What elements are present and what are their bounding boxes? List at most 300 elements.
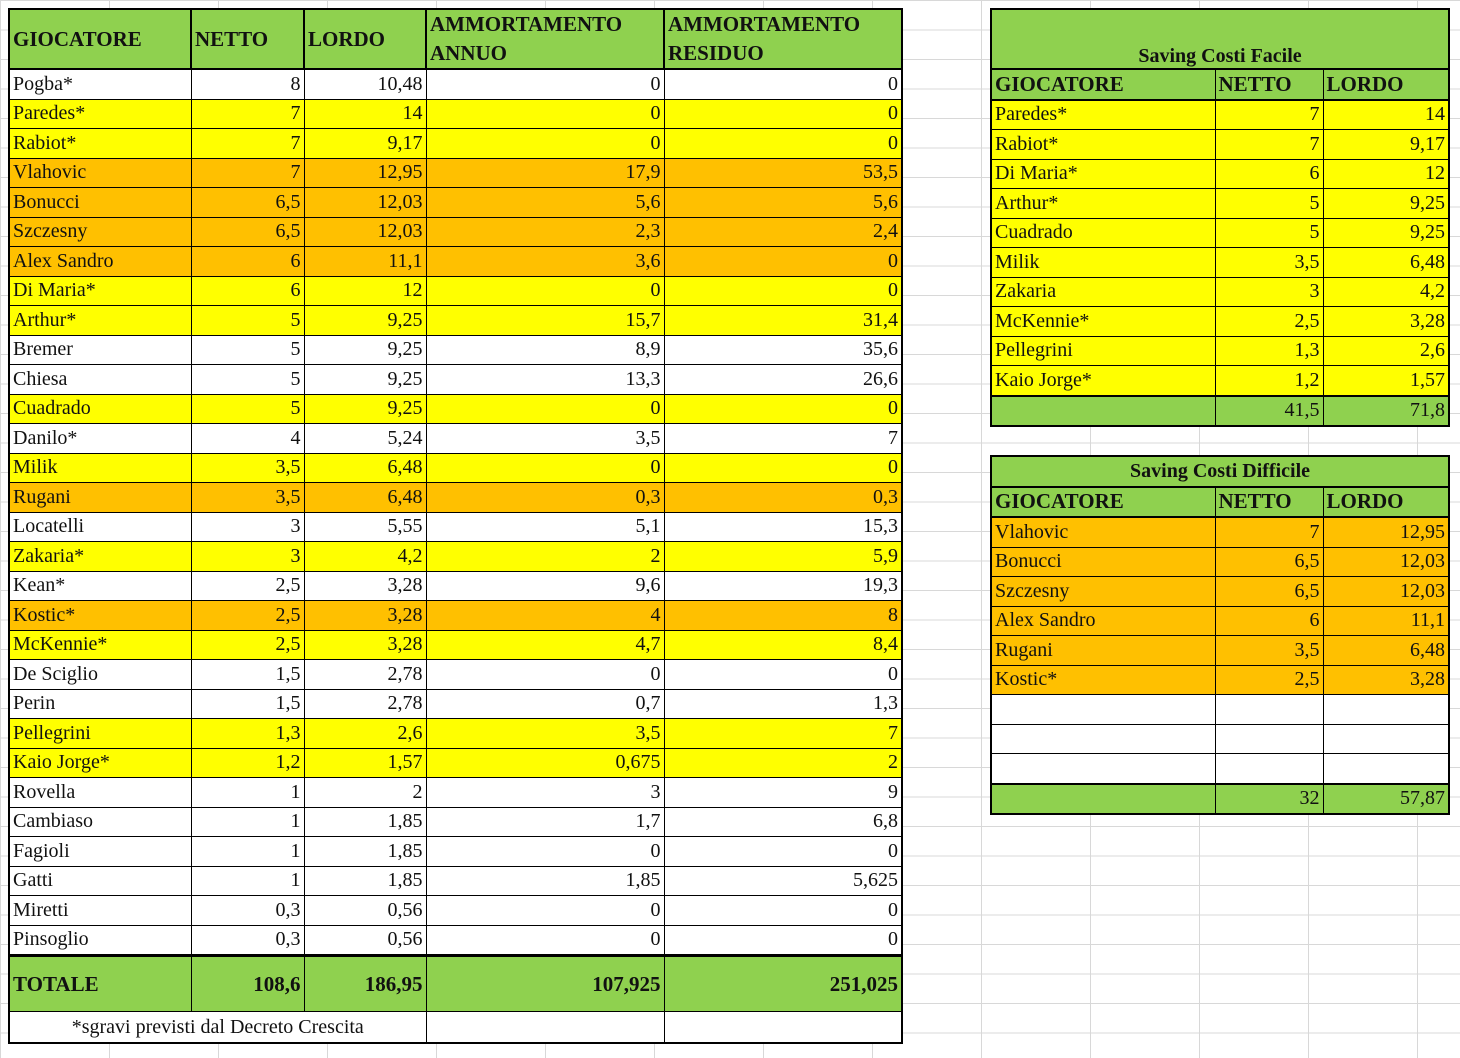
table-row [9,571,902,601]
cell-giocatore[interactable]: Di Maria* [991,159,1215,189]
facile-header-lordo[interactable]: LORDO [1323,69,1449,100]
table-row [9,660,902,690]
table-row [9,365,902,395]
cell-giocatore[interactable]: Cuadrado [9,394,191,424]
table-row [9,719,902,749]
cell-ammortamento-residuo[interactable]: 26,6 [664,365,902,395]
table-row [9,69,902,99]
cell-netto[interactable]: 7 [191,158,304,188]
cell-netto[interactable]: 7 [191,129,304,159]
table-row [9,542,902,572]
table-row [9,866,902,896]
cell-ammortamento-residuo[interactable]: 1,3 [664,689,902,719]
cell-giocatore[interactable]: McKennie* [9,630,191,660]
cell-giocatore[interactable]: Di Maria* [9,276,191,306]
cell-giocatore[interactable]: Kostic* [991,665,1215,695]
total-row [9,956,902,1012]
cell-ammortamento-annuo[interactable]: 0,675 [426,748,664,778]
cell-ammortamento-annuo[interactable]: 0,3 [426,483,664,513]
cell-lordo[interactable]: 1,85 [304,866,426,896]
cell-netto[interactable]: 5 [191,394,304,424]
cell-netto[interactable]: 5 [191,335,304,365]
cell-netto[interactable]: 8 [191,69,304,99]
note-row [9,1012,902,1044]
cell-netto[interactable] [1215,754,1323,784]
cell-lordo[interactable]: 3,28 [304,571,426,601]
facile-header-row [991,69,1449,100]
facile-header-giocatore[interactable]: GIOCATORE [991,69,1215,100]
table-row [991,336,1449,366]
cell-netto[interactable]: 2,5 [191,571,304,601]
cell-giocatore[interactable] [991,695,1215,725]
table-row [991,636,1449,666]
cell-lordo[interactable]: 1,85 [304,837,426,867]
cell-ammortamento-annuo[interactable]: 0 [426,394,664,424]
cell-giocatore[interactable]: Alex Sandro [9,247,191,277]
cell-netto[interactable]: 0,3 [191,896,304,926]
cell-ammortamento-residuo[interactable]: 0,3 [664,483,902,513]
cell-ammortamento-residuo[interactable]: 0 [664,247,902,277]
cell-giocatore[interactable]: Fagioli [9,837,191,867]
facile-header-netto[interactable]: NETTO [1215,69,1323,100]
total-netto[interactable]: 32 [1215,784,1323,815]
cell-netto[interactable]: 3 [191,512,304,542]
cell-ammortamento-annuo[interactable]: 1,7 [426,807,664,837]
table-row [9,630,902,660]
table-row [991,189,1449,219]
cell-netto[interactable]: 1,3 [1215,336,1323,366]
cell-lordo[interactable]: 6,48 [304,453,426,483]
table-row [991,547,1449,577]
cell-ammortamento-residuo[interactable]: 8,4 [664,630,902,660]
cell-giocatore[interactable]: Zakaria* [9,542,191,572]
cell-lordo[interactable]: 1,85 [304,807,426,837]
main-salary-table [8,8,903,1044]
cell-lordo[interactable]: 14 [304,99,426,129]
cell-giocatore[interactable]: Rugani [991,636,1215,666]
cell-giocatore[interactable]: Szczesny [9,217,191,247]
cell-giocatore[interactable]: Pinsoglio [9,925,191,956]
table-row [991,159,1449,189]
cell-ammortamento-residuo[interactable]: 2 [664,748,902,778]
header-ammortamento-residuo[interactable] [664,9,902,69]
header-ammortamento-residuo-line2: RESIDUO [668,41,764,65]
facile-title-row [991,9,1449,69]
table-row [9,837,902,867]
cell-netto[interactable]: 3,5 [1215,636,1323,666]
table-row [9,689,902,719]
cell-netto[interactable]: 6,5 [1215,577,1323,607]
cell-ammortamento-annuo[interactable]: 0 [426,99,664,129]
empty-cell[interactable] [991,784,1215,815]
cell-ammortamento-annuo[interactable]: 4 [426,601,664,631]
total-netto[interactable]: 41,5 [1215,396,1323,427]
cell-netto[interactable]: 6,5 [191,217,304,247]
cell-lordo[interactable] [1323,724,1449,754]
header-giocatore[interactable]: GIOCATORE [9,9,191,69]
table-row [9,512,902,542]
cell-ammortamento-residuo[interactable]: 0 [664,69,902,99]
cell-lordo[interactable]: 9,25 [304,394,426,424]
cell-lordo[interactable]: 0,56 [304,896,426,926]
cell-giocatore[interactable] [991,754,1215,784]
difficile-title[interactable]: Saving Costi Difficile [991,456,1449,487]
cell-lordo[interactable]: 9,25 [304,365,426,395]
cell-netto[interactable]: 7 [1215,130,1323,160]
table-row [9,335,902,365]
cell-netto[interactable]: 7 [1215,517,1323,547]
cell-lordo[interactable]: 2,6 [304,719,426,749]
cell-lordo[interactable]: 12,03 [304,217,426,247]
table-row [991,100,1449,130]
difficile-table-body [991,456,1449,814]
table-row [991,577,1449,607]
cell-lordo[interactable]: 6,48 [304,483,426,513]
cell-lordo[interactable]: 0,56 [304,925,426,956]
cell-ammortamento-residuo[interactable]: 15,3 [664,512,902,542]
cell-netto[interactable]: 2,5 [1215,307,1323,337]
table-row [9,99,902,129]
cell-ammortamento-residuo[interactable]: 7 [664,719,902,749]
cell-ammortamento-residuo[interactable]: 9 [664,778,902,808]
cell-netto[interactable]: 1 [191,837,304,867]
cell-lordo[interactable]: 1,57 [304,748,426,778]
cell-ammortamento-annuo[interactable]: 3 [426,778,664,808]
cell-netto[interactable]: 2,5 [1215,665,1323,695]
cell-ammortamento-residuo[interactable]: 0 [664,925,902,956]
cell-giocatore[interactable]: Bonucci [9,188,191,218]
total-label[interactable]: TOTALE [9,956,191,1012]
cell-ammortamento-residuo[interactable]: 5,9 [664,542,902,572]
table-row [9,306,902,336]
cell-ammortamento-residuo[interactable]: 5,6 [664,188,902,218]
table-row [9,276,902,306]
total-ammortamento-residuo[interactable]: 251,025 [664,956,902,1012]
cell-ammortamento-residuo[interactable]: 19,3 [664,571,902,601]
cell-giocatore[interactable]: Alex Sandro [991,606,1215,636]
cell-netto[interactable]: 3,5 [191,483,304,513]
cell-ammortamento-annuo[interactable]: 9,6 [426,571,664,601]
cell-lordo[interactable]: 9,25 [304,335,426,365]
cell-netto[interactable]: 1,5 [191,689,304,719]
cell-ammortamento-annuo[interactable]: 3,6 [426,247,664,277]
cell-lordo[interactable]: 9,25 [1323,218,1449,248]
cell-giocatore[interactable]: Kean* [9,571,191,601]
cell-ammortamento-residuo[interactable]: 53,5 [664,158,902,188]
cell-lordo[interactable]: 12,95 [1323,517,1449,547]
cell-ammortamento-annuo[interactable]: 0 [426,896,664,926]
cell-netto[interactable]: 5 [1215,218,1323,248]
cell-ammortamento-annuo[interactable]: 0 [426,925,664,956]
cell-ammortamento-annuo[interactable]: 0 [426,69,664,99]
cell-giocatore[interactable]: Rabiot* [991,130,1215,160]
total-ammortamento-annuo[interactable]: 107,925 [426,956,664,1012]
cell-lordo[interactable]: 3,28 [304,630,426,660]
difficile-header-lordo[interactable]: LORDO [1323,487,1449,518]
cell-giocatore[interactable]: Miretti [9,896,191,926]
cell-lordo[interactable]: 12 [1323,159,1449,189]
cell-lordo[interactable]: 2,78 [304,689,426,719]
empty-cell[interactable] [426,1012,664,1044]
cell-lordo[interactable]: 12 [304,276,426,306]
header-ammortamento-annuo-line1: AMMORTAMENTO [430,12,623,36]
table-row [9,158,902,188]
cell-netto[interactable]: 1,2 [1215,366,1323,396]
saving-costi-facile-table [990,8,1450,427]
table-row [9,925,902,956]
cell-lordo[interactable] [1323,754,1449,784]
cell-giocatore[interactable]: Cuadrado [991,218,1215,248]
cell-netto[interactable]: 6,5 [191,188,304,218]
total-row [991,396,1449,427]
difficile-header-row [991,487,1449,518]
table-row [9,778,902,808]
table-row [9,424,902,454]
table-row [991,695,1449,725]
difficile-header-giocatore[interactable]: GIOCATORE [991,487,1215,518]
header-netto[interactable]: NETTO [191,9,304,69]
cell-giocatore[interactable]: Milik [9,453,191,483]
cell-lordo[interactable]: 10,48 [304,69,426,99]
cell-lordo[interactable]: 1,57 [1323,366,1449,396]
cell-ammortamento-annuo[interactable]: 3,5 [426,719,664,749]
footnote[interactable]: *sgravi previsti dal Decreto Crescita [9,1012,426,1044]
cell-ammortamento-annuo[interactable]: 8,9 [426,335,664,365]
facile-table-body [991,9,1449,426]
cell-giocatore[interactable]: Kaio Jorge* [9,748,191,778]
cell-giocatore[interactable]: Rugani [9,483,191,513]
cell-ammortamento-annuo[interactable]: 4,7 [426,630,664,660]
cell-lordo[interactable]: 12,03 [1323,577,1449,607]
table-row [991,277,1449,307]
cell-lordo[interactable]: 3,28 [304,601,426,631]
cell-giocatore[interactable]: Pellegrini [991,336,1215,366]
cell-giocatore[interactable] [991,724,1215,754]
cell-ammortamento-annuo[interactable]: 0 [426,837,664,867]
table-row [9,188,902,218]
cell-giocatore[interactable]: Chiesa [9,365,191,395]
cell-ammortamento-annuo[interactable]: 13,3 [426,365,664,395]
cell-netto[interactable]: 5 [1215,189,1323,219]
header-ammortamento-annuo-line2: ANNUO [430,41,507,65]
cell-giocatore[interactable]: Bremer [9,335,191,365]
cell-giocatore[interactable]: Milik [991,248,1215,278]
cell-netto[interactable]: 6 [1215,159,1323,189]
cell-lordo[interactable]: 12,95 [304,158,426,188]
empty-cell[interactable] [664,1012,902,1044]
table-row [9,394,902,424]
cell-netto[interactable]: 5 [191,306,304,336]
table-row [991,724,1449,754]
cell-giocatore[interactable]: McKennie* [991,307,1215,337]
cell-giocatore[interactable]: Vlahovic [9,158,191,188]
cell-lordo[interactable]: 12,03 [1323,547,1449,577]
cell-netto[interactable]: 7 [191,99,304,129]
cell-ammortamento-residuo[interactable]: 0 [664,453,902,483]
cell-ammortamento-residuo[interactable]: 0 [664,276,902,306]
table-row [9,601,902,631]
cell-netto[interactable]: 1,5 [191,660,304,690]
cell-lordo[interactable]: 11,1 [304,247,426,277]
cell-ammortamento-annuo[interactable]: 0 [426,129,664,159]
total-lordo[interactable]: 71,8 [1323,396,1449,427]
cell-giocatore[interactable]: Pellegrini [9,719,191,749]
cell-giocatore[interactable]: Arthur* [9,306,191,336]
empty-cell[interactable] [991,396,1215,427]
saving-costi-difficile-table [990,455,1450,815]
cell-netto[interactable] [1215,724,1323,754]
cell-lordo[interactable]: 3,28 [1323,307,1449,337]
cell-netto[interactable]: 5 [191,365,304,395]
cell-lordo[interactable]: 11,1 [1323,606,1449,636]
cell-lordo[interactable]: 2,78 [304,660,426,690]
cell-giocatore[interactable]: Danilo* [9,424,191,454]
cell-netto[interactable]: 4 [191,424,304,454]
cell-lordo[interactable]: 9,17 [1323,130,1449,160]
table-row [9,247,902,277]
cell-ammortamento-residuo[interactable]: 5,625 [664,866,902,896]
table-row [9,483,902,513]
cell-ammortamento-annuo[interactable]: 2,3 [426,217,664,247]
cell-ammortamento-residuo[interactable]: 0 [664,896,902,926]
cell-giocatore[interactable]: Vlahovic [991,517,1215,547]
table-row [991,517,1449,547]
cell-ammortamento-residuo[interactable]: 35,6 [664,335,902,365]
cell-netto[interactable]: 6 [1215,606,1323,636]
table-row [991,307,1449,337]
cell-giocatore[interactable]: Locatelli [9,512,191,542]
cell-ammortamento-residuo[interactable]: 31,4 [664,306,902,336]
cell-lordo[interactable]: 3,28 [1323,665,1449,695]
cell-ammortamento-residuo[interactable]: 0 [664,837,902,867]
cell-ammortamento-residuo[interactable]: 6,8 [664,807,902,837]
cell-ammortamento-annuo[interactable]: 5,6 [426,188,664,218]
cell-ammortamento-annuo[interactable]: 5,1 [426,512,664,542]
cell-ammortamento-residuo[interactable]: 0 [664,129,902,159]
cell-netto[interactable]: 3 [191,542,304,572]
table-row [991,248,1449,278]
cell-lordo[interactable]: 9,17 [304,129,426,159]
table-row [9,896,902,926]
cell-lordo[interactable]: 4,2 [304,542,426,572]
total-row [991,784,1449,815]
table-row [991,754,1449,784]
main-header-row [9,9,902,69]
cell-giocatore[interactable]: Szczesny [991,577,1215,607]
cell-lordo[interactable]: 5,24 [304,424,426,454]
cell-ammortamento-residuo[interactable]: 7 [664,424,902,454]
table-row [991,606,1449,636]
table-row [991,366,1449,396]
cell-lordo[interactable] [1323,695,1449,725]
cell-lordo[interactable]: 2,6 [1323,336,1449,366]
cell-netto[interactable]: 1 [191,778,304,808]
cell-ammortamento-annuo[interactable]: 17,9 [426,158,664,188]
cell-netto[interactable]: 6 [191,276,304,306]
header-ammortamento-residuo-line1: AMMORTAMENTO [668,12,861,36]
cell-netto[interactable]: 1,2 [191,748,304,778]
cell-giocatore[interactable]: Paredes* [9,99,191,129]
table-row [991,218,1449,248]
cell-netto[interactable]: 2,5 [191,630,304,660]
cell-netto[interactable]: 1 [191,866,304,896]
cell-ammortamento-residuo[interactable]: 0 [664,394,902,424]
header-ammortamento-annuo[interactable] [426,9,664,69]
cell-ammortamento-annuo[interactable]: 1,85 [426,866,664,896]
cell-ammortamento-residuo[interactable]: 2,4 [664,217,902,247]
cell-netto[interactable]: 3,5 [1215,248,1323,278]
cell-lordo[interactable]: 5,55 [304,512,426,542]
cell-netto[interactable]: 1,3 [191,719,304,749]
cell-netto[interactable]: 2,5 [191,601,304,631]
cell-ammortamento-residuo[interactable]: 0 [664,99,902,129]
cell-giocatore[interactable]: Pogba* [9,69,191,99]
cell-giocatore[interactable]: Perin [9,689,191,719]
cell-ammortamento-annuo[interactable]: 15,7 [426,306,664,336]
difficile-title-row [991,456,1449,487]
total-lordo[interactable]: 186,95 [304,956,426,1012]
cell-ammortamento-annuo[interactable]: 3,5 [426,424,664,454]
cell-giocatore[interactable]: Kaio Jorge* [991,366,1215,396]
table-row [9,748,902,778]
cell-ammortamento-annuo[interactable]: 2 [426,542,664,572]
cell-netto[interactable] [1215,695,1323,725]
cell-netto[interactable]: 3 [1215,277,1323,307]
cell-lordo[interactable]: 12,03 [304,188,426,218]
total-netto[interactable]: 108,6 [191,956,304,1012]
cell-netto[interactable]: 0,3 [191,925,304,956]
cell-lordo[interactable]: 6,48 [1323,636,1449,666]
cell-netto[interactable]: 6 [191,247,304,277]
cell-giocatore[interactable]: Paredes* [991,100,1215,130]
cell-ammortamento-annuo[interactable]: 0,7 [426,689,664,719]
cell-giocatore[interactable]: Gatti [9,866,191,896]
difficile-header-netto[interactable]: NETTO [1215,487,1323,518]
cell-netto[interactable]: 1 [191,807,304,837]
cell-giocatore[interactable]: De Sciglio [9,660,191,690]
cell-giocatore[interactable]: Bonucci [991,547,1215,577]
facile-title[interactable]: Saving Costi Facile [991,9,1449,69]
cell-ammortamento-residuo[interactable]: 0 [664,660,902,690]
cell-giocatore[interactable]: Rabiot* [9,129,191,159]
cell-giocatore[interactable]: Rovella [9,778,191,808]
cell-netto[interactable]: 7 [1215,100,1323,130]
cell-giocatore[interactable]: Cambiaso [9,807,191,837]
cell-lordo[interactable]: 2 [304,778,426,808]
cell-ammortamento-annuo[interactable]: 0 [426,453,664,483]
table-row [991,665,1449,695]
main-table-body [9,9,902,1043]
header-lordo[interactable]: LORDO [304,9,426,69]
cell-lordo[interactable]: 6,48 [1323,248,1449,278]
cell-giocatore[interactable]: Kostic* [9,601,191,631]
cell-giocatore[interactable]: Arthur* [991,189,1215,219]
cell-lordo[interactable]: 9,25 [304,306,426,336]
cell-lordo[interactable]: 9,25 [1323,189,1449,219]
table-row [9,453,902,483]
table-row [9,807,902,837]
cell-ammortamento-residuo[interactable]: 8 [664,601,902,631]
cell-ammortamento-annuo[interactable]: 0 [426,276,664,306]
table-row [9,217,902,247]
cell-lordo[interactable]: 4,2 [1323,277,1449,307]
cell-netto[interactable]: 6,5 [1215,547,1323,577]
cell-giocatore[interactable]: Zakaria [991,277,1215,307]
cell-netto[interactable]: 3,5 [191,453,304,483]
cell-ammortamento-annuo[interactable]: 0 [426,660,664,690]
total-lordo[interactable]: 57,87 [1323,784,1449,815]
cell-lordo[interactable]: 14 [1323,100,1449,130]
